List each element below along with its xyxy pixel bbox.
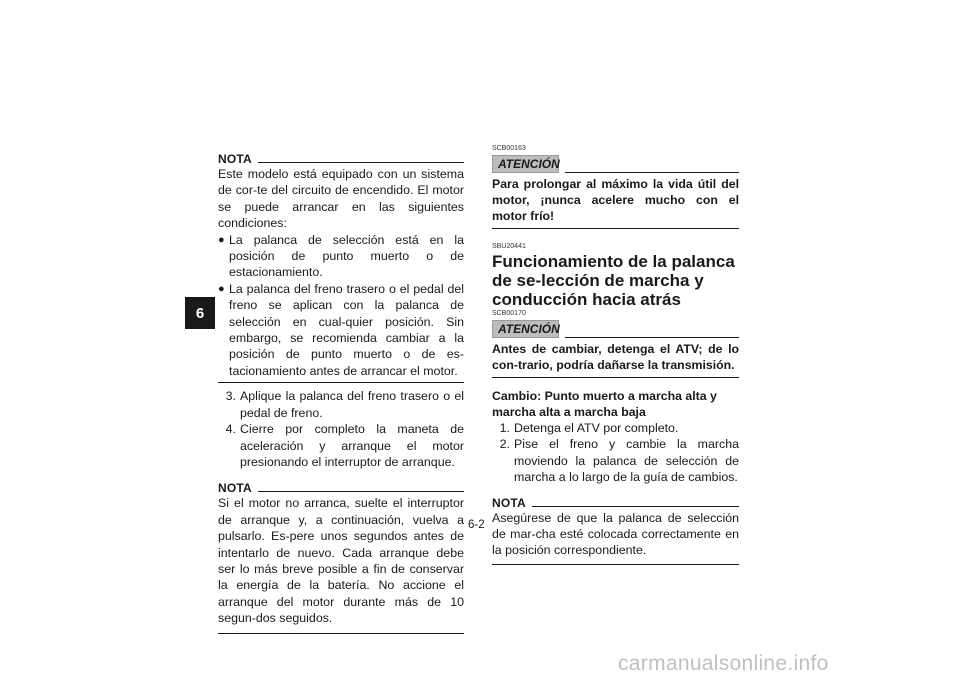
atencion-rule	[565, 172, 739, 173]
nota-rule	[532, 506, 739, 507]
nota-header	[218, 151, 464, 165]
atencion-label: ATENCIÓN	[492, 320, 559, 338]
atencion-header	[492, 320, 739, 338]
bullet-item	[218, 281, 464, 379]
atencion-end-rule	[492, 228, 739, 229]
atencion-header	[492, 155, 739, 173]
step-number: 4.	[225, 422, 236, 437]
nota-label: NOTA	[218, 481, 252, 496]
steps-list	[218, 388, 464, 470]
watermark: carmanualsonline.info	[618, 652, 829, 675]
nota-text: Si el motor no arranca, suelte el interruptor de arranque y, a continuación, vuelva a pulsarlo. Es-pere unos segundos antes de intentarlo de nuevo. Cada arranque debe ser lo más breve posible a fin de conservar la energía de la batería. No accione el arranque del motor durante más de 10 segun-dos seguidos.	[218, 496, 464, 626]
nota-label: NOTA	[492, 495, 526, 510]
nota-intro: Este modelo está equipado con un sistema de cor-te del circuito de encendido. El motor se puede arrancar en las siguientes condiciones:	[218, 167, 464, 231]
sub-heading: Cambio: Punto muerto a marcha alta y marcha alta a marcha baja	[492, 389, 717, 419]
atencion-end-rule	[492, 377, 739, 378]
step-text: Cierre por completo la maneta de aceleración y arranque el motor presionando el interruptor de arranque.	[240, 422, 464, 469]
bullet-text: La palanca de selección está en la posición de punto muerto o de estacionamiento.	[229, 232, 464, 280]
step-number: 1.	[499, 421, 510, 435]
nota-header	[218, 480, 464, 494]
atencion-label: ATENCIÓN	[492, 155, 559, 173]
left-column	[218, 151, 464, 634]
step-number: 3.	[225, 389, 236, 404]
reference-code: SCB00163	[492, 145, 526, 152]
reference-code: SCB00170	[492, 310, 526, 317]
reference-code: SBU20441	[492, 243, 526, 250]
nota-text: Asegúrese de que la palanca de selección de mar-cha esté colocada correctamente en la posición correspondiente.	[492, 510, 739, 558]
nota-rule	[258, 162, 464, 163]
nota-end-rule	[218, 633, 464, 634]
step-text: Aplique la palanca del freno trasero o el pedal de freno.	[240, 389, 464, 420]
nota-header	[492, 495, 739, 509]
bullet-dot-icon: ●	[218, 282, 225, 295]
nota-end-rule	[218, 382, 464, 383]
right-column	[492, 145, 739, 565]
step-number: 2.	[499, 437, 510, 452]
step-item	[492, 420, 739, 436]
steps-list	[492, 420, 739, 486]
bullet-item	[218, 232, 464, 281]
step-item	[218, 421, 464, 470]
step-item	[218, 388, 464, 421]
step-item	[492, 436, 739, 485]
atencion-text: Antes de cambiar, detenga el ATV; de lo con-trario, podría dañarse la transmisión.	[492, 342, 739, 372]
chapter-tab: 6	[185, 297, 215, 329]
page-number: 6-2	[468, 519, 485, 531]
bullet-text: La palanca del freno trasero o el pedal del freno se aplican con la palanca de selección en cual-quier posición. Sin embargo, se recomienda cambiar a la posición de punto muerto o de es-tacionamiento antes de arrancar el motor.	[229, 281, 464, 378]
nota-end-rule	[492, 564, 739, 565]
step-text: Pise el freno y cambie la marcha moviendo la palanca de selección de marcha a lo largo de la guía de cambios.	[514, 437, 739, 485]
step-text: Detenga el ATV por completo.	[514, 421, 679, 435]
bullet-dot-icon: ●	[218, 233, 225, 246]
nota-label: NOTA	[218, 152, 252, 166]
section-title: Funcionamiento de la palanca de se-lección de marcha y conducción hacia atrás	[492, 252, 735, 309]
atencion-text: Para prolongar al máximo la vida útil del motor, ¡nunca acelere mucho con el motor frío!	[492, 177, 739, 223]
nota-rule	[258, 491, 464, 492]
atencion-rule	[565, 337, 739, 338]
